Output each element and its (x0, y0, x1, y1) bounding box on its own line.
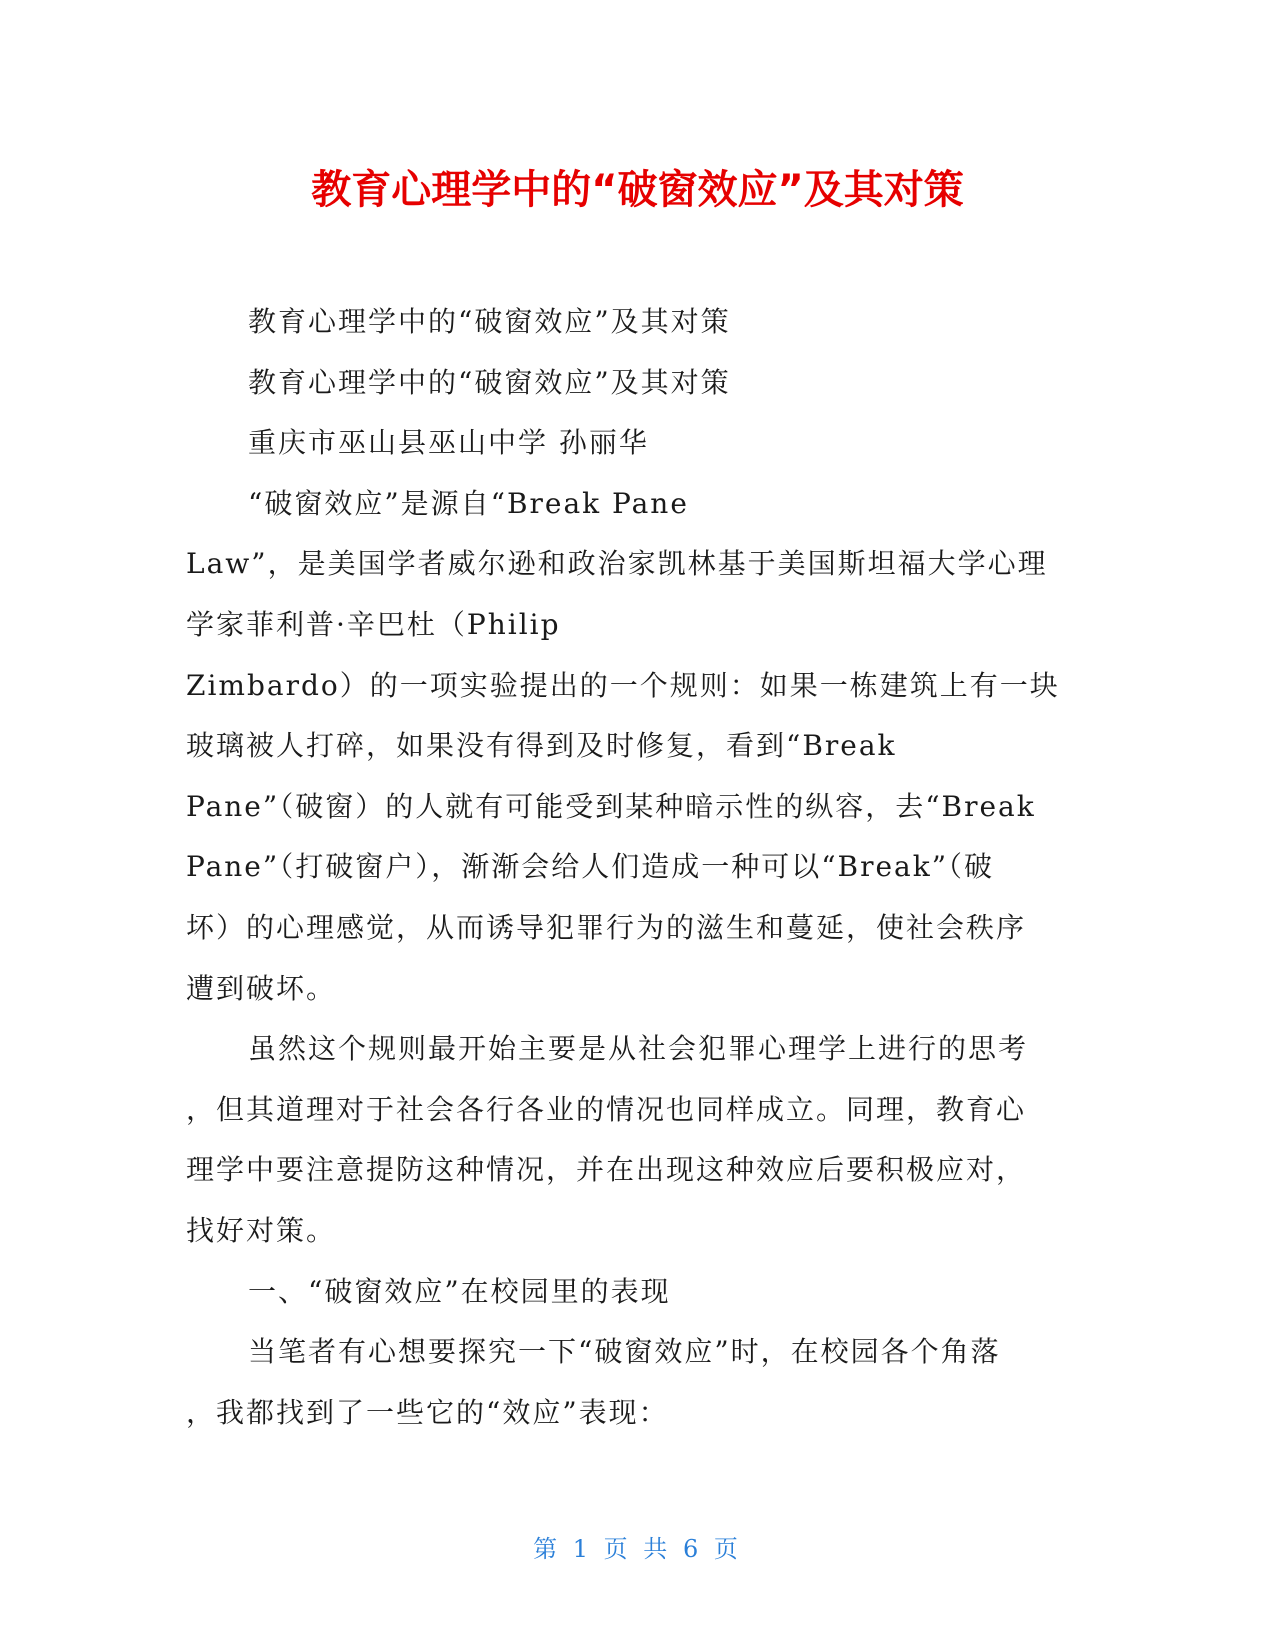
paragraph-line: 学家菲利普·辛巴杜（Philip (186, 607, 561, 641)
page-footer: 第 1 页 共 6 页 (533, 1535, 742, 1563)
section-heading: 一、“破窗效应”在校园里的表现 (248, 1274, 671, 1308)
paragraph-line: 玻璃被人打碎，如果没有得到及时修复，看到“Break (186, 729, 897, 763)
paragraph-line: Law”，是美国学者威尔逊和政治家凯林基于美国斯坦福大学心理 (186, 547, 1048, 581)
paragraph-line: Zimbardo）的一项实验提出的一个规则：如果一栋建筑上有一块 (186, 668, 1060, 702)
paragraph-line: 教育心理学中的“破窗效应”及其对策 (248, 365, 731, 399)
paragraph-line: “破窗效应”是源自“Break Pane (248, 486, 689, 520)
paragraph-line: 当笔者有心想要探究一下“破窗效应”时，在校园各个角落 (248, 1335, 1001, 1369)
paragraph-line: 找好对策。 (186, 1213, 337, 1247)
paragraph-line: Pane”（打破窗户），渐渐会给人们造成一种可以“Break”（破 (186, 850, 995, 884)
paragraph-line: ，我都找到了一些它的“效应”表现： (186, 1395, 669, 1429)
document-body (186, 292, 1086, 1443)
paragraph-line: 教育心理学中的“破窗效应”及其对策 (248, 305, 731, 338)
paragraph-line: 坏）的心理感觉，从而诱导犯罪行为的滋生和蔓延，使社会秩序 (186, 910, 1027, 944)
paragraph-line: 遭到破坏。 (186, 971, 337, 1005)
paragraph-line: ，但其道理对于社会各行各业的情况也同样成立。同理，教育心 (186, 1092, 1027, 1126)
author-line: 重庆市巫山县巫山中学 孙丽华 (248, 426, 649, 460)
paragraph-line: 虽然这个规则最开始主要是从社会犯罪心理学上进行的思考 (248, 1032, 1029, 1066)
paragraph-line: Pane”（破窗）的人就有可能受到某种暗示性的纵容，去“Break (186, 789, 1036, 823)
document-title: 教育心理学中的“破窗效应”及其对策 (311, 167, 964, 213)
paragraph-line: 理学中要注意提防这种情况，并在出现这种效应后要积极应对， (186, 1153, 1027, 1187)
